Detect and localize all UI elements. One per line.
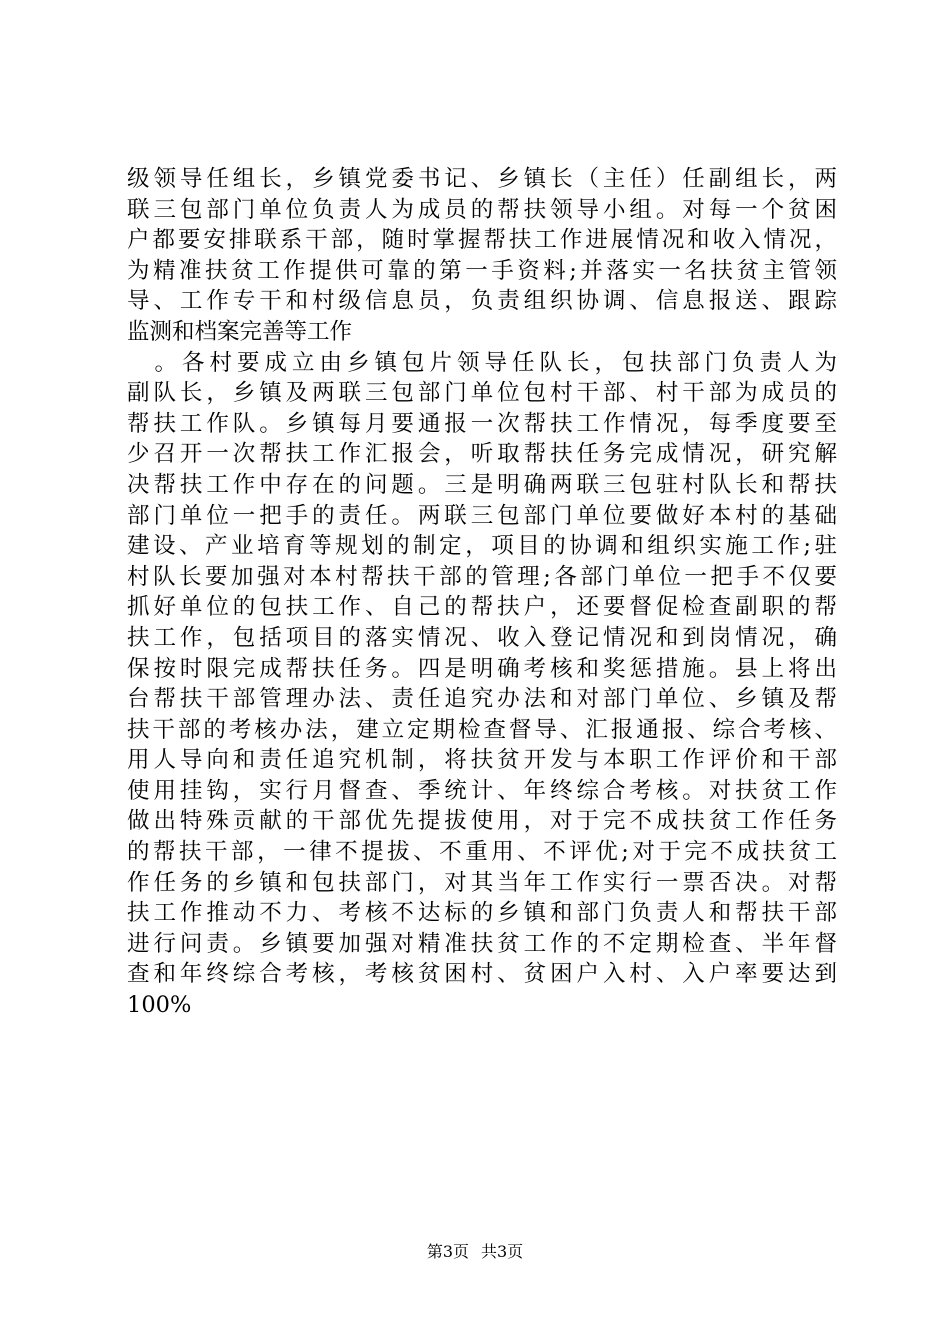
text-line: 副队长，乡镇及两联三包部门单位包村干部、村干部为成员的 (127, 380, 837, 407)
body-text (127, 164, 837, 1021)
page-footer (0, 1242, 950, 1262)
page-number: 第3页 (426, 1242, 469, 1261)
text-line: 为精准扶贫工作提供可靠的第一手资料;并落实一名扶贫主管领 (127, 257, 837, 284)
text-line: 决帮扶工作中存在的问题。三是明确两联三包驻村队长和帮扶 (127, 471, 837, 498)
text-line: 联三包部门单位负责人为成员的帮扶领导小组。对每一个贫困 (127, 196, 837, 223)
text-line: 导、工作专干和村级信息员，负责组织协调、信息报送、跟踪 (127, 288, 837, 315)
text-line: 作任务的乡镇和包扶部门，对其当年工作实行一票否决。对帮 (127, 869, 837, 896)
text-line: 部门单位一把手的责任。两联三包部门单位要做好本村的基础 (127, 502, 837, 529)
text-line: 。各村要成立由乡镇包片领导任队长，包扶部门负责人为 (127, 349, 837, 376)
text-line: 抓好单位的包扶工作、自己的帮扶户，还要督促检查副职的帮 (127, 594, 837, 621)
text-line: 村队长要加强对本村帮扶干部的管理;各部门单位一把手不仅要 (127, 563, 837, 590)
text-line: 级领导任组长，乡镇党委书记、乡镇长（主任）任副组长，两 (127, 166, 837, 192)
text-line: 监测和档案完善等工作 (127, 318, 353, 345)
text-line: 使用挂钩，实行月督查、季统计、年终综合考核。对扶贫工作 (127, 777, 837, 804)
text-line: 帮扶工作队。乡镇每月要通报一次帮扶工作情况，每季度要至 (127, 410, 837, 437)
text-line: 保按时限完成帮扶任务。四是明确考核和奖惩措施。县上将出 (127, 655, 837, 682)
text-line: 少召开一次帮扶工作汇报会，听取帮扶任务完成情况，研究解 (127, 441, 837, 468)
text-line: 扶干部的考核办法，建立定期检查督导、汇报通报、综合考核、 (127, 716, 837, 743)
text-line: 100% (127, 992, 192, 1019)
page-total: 共3页 (481, 1242, 524, 1261)
text-line: 用人导向和责任追究机制，将扶贫开发与本职工作评价和干部 (127, 747, 837, 774)
text-line: 进行问责。乡镇要加强对精准扶贫工作的不定期检查、半年督 (127, 930, 837, 957)
text-line: 建设、产业培育等规划的制定，项目的协调和组织实施工作;驻 (127, 533, 837, 560)
text-line: 户都要安排联系干部，随时掌握帮扶工作进展情况和收入情况， (127, 227, 837, 254)
text-line: 扶工作，包括项目的落实情况、收入登记情况和到岗情况，确 (127, 624, 837, 651)
text-line: 的帮扶干部，一律不提拔、不重用、不评优;对于完不成扶贫工 (127, 839, 837, 866)
text-line: 台帮扶干部管理办法、责任追究办法和对部门单位、乡镇及帮 (127, 686, 837, 713)
text-line: 做出特殊贡献的干部优先提拔使用，对于完不成扶贫工作任务 (127, 808, 837, 835)
text-line: 查和年终综合考核，考核贫困村、贫困户入村、入户率要达到 (127, 961, 837, 988)
text-line: 扶工作推动不力、考核不达标的乡镇和部门负责人和帮扶干部 (127, 900, 837, 927)
